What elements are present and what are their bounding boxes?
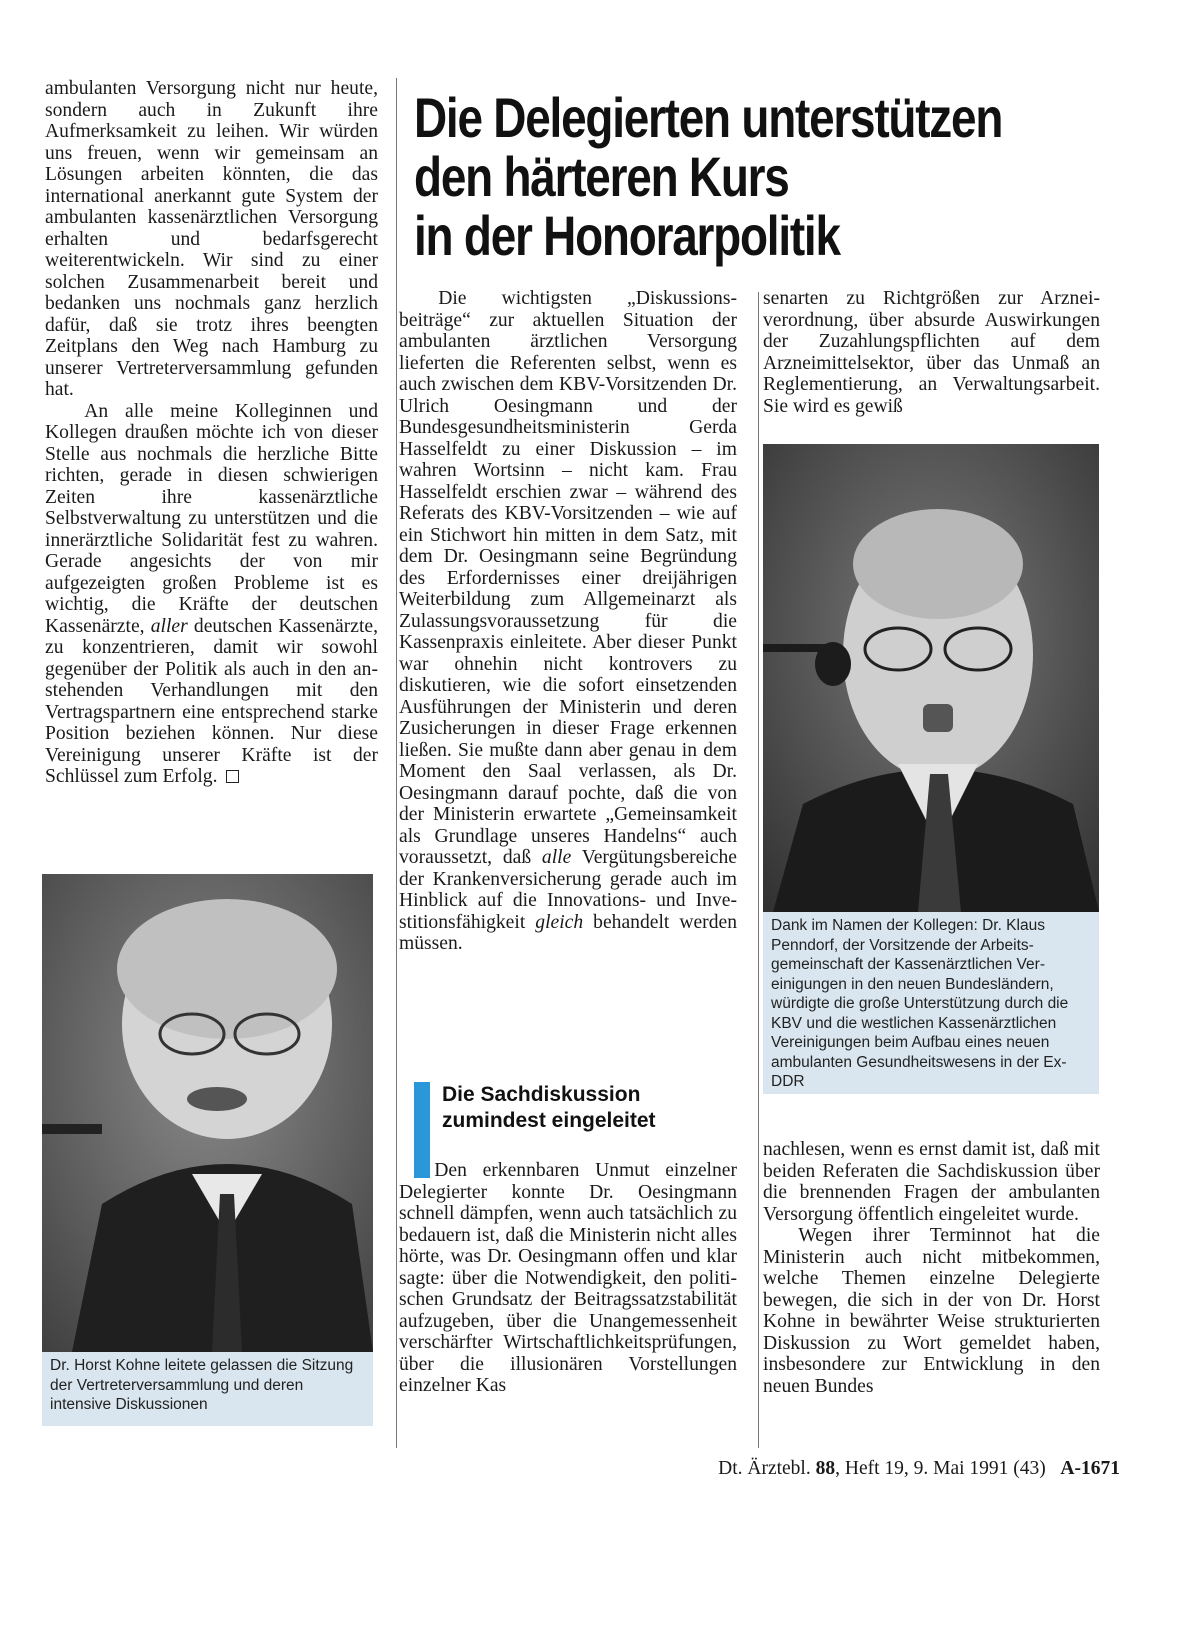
footer-volume: 88 [815,1458,836,1479]
column-3-paragraph-3: Wegen ihrer Terminnot hat die Ministerin auch nicht mitbekommen, welche Themen einzelne Delegierte bewegen, die sich in der von Dr. Horst Kohne in bewährter Weise strukturierten Diskussion zu Wort gemeldet haben, insbesondere zur Entwicklung in den neuen Bundes [763,1225,1100,1397]
column-1-paragraph-2: An alle meine Kolleginnen und Kollegen draußen möchte ich von dieser Stelle aus nochmals die herzliche Bitte richten, gerade in diesen schwierigen Zeiten ihre kassenärztliche Selbstverwaltung zu unterstützen und die innerärztliche Solidarität fest zu wahren. Gerade angesichts der von mir aufgezeigten großen Probleme ist es wichtig, die Kräfte der deutschen Kassenärzte, aller deutschen Kassenärzte, zu konzentrieren, damit wir sowohl gegenüber der Politik als auch in den anstehenden Verhandlungen mit den Vertragspartnern eine entsprechend starke Position beziehen können. Nur diese Vereinigung unserer Kräfte ist der Schlüssel zum Erfolg. [45,400,378,787]
column-1 [45,78,378,788]
page-footer [660,1458,1120,1480]
headline: Die Delegierten unterstützen den härteren Kurs in der Honorarpolitik [414,86,1003,267]
column-divider-1 [396,78,397,1448]
footer-page-number: A-1671 [1060,1458,1120,1479]
column-3 [763,288,1100,417]
footer-journal: Dt. Ärztebl. [718,1458,811,1479]
caption-left: Dr. Horst Kohne leitete gelassen die Sitzung der Vertreterversammlung und deren intensive Diskussionen [42,1352,373,1426]
emphasis-alle: alle [541,847,572,868]
column-1-paragraph-1: ambulanten Versorgung nicht nur heute, sondern auch in Zukunft ihre Aufmerksamkeit zu leihen. Wir würden uns freuen, wenn wir gemeinsam an Lösungen arbeiten könnten, die das international anerkannt gute System der ambulanten kassenärztlichen Versorgung erhalten und bedarfsgerecht weiterentwickeln. Wir sind zu einer solchen Zusammenarbeit bereit und bedanken uns nochmals ganz herzlich dafür, daß sie trotz ihres beengten Zeitplans den Weg nach Hamburg zu unserer Vertreterversammlung gefunden hat. [45,78,378,400]
column-3-lower [763,1139,1100,1397]
photo-horst-kohne [42,874,373,1352]
column-2-paragraph-2: Den erkennbaren Unmut einzelner Delegierter konnte Dr. Oesingmann schnell dämpfen, wenn auch tatsächlich zu bedauern ist, daß die Ministerin nicht alles hörte, was Dr. Oesingmann offen und klar sagte: über die Notwendigkeit, den politischen Grundsatz der Beitragssatzstabilität aufzugeben, über die Unangemessenheit verschärfter Wirtschaftlichkeitsprüfungen, über die illusionären Vorstellungen einzelner Kas [399,1160,737,1396]
caption-right: Dank im Namen der Kollegen: Dr. Klaus Penndorf, der Vorsitzende der Arbeitsgemeinschaft der Kassenärztlichen Vereinigungen in den neuen Bundesländern, würdigte die große Unterstützung durch die KBV und die westlichen Kassenärztlichen Vereinigungen beim Aufbau eines neuen ambulanten Gesundheitswesens in der Ex-DDR [763,912,1099,1094]
subheading-text: Die Sachdiskussion zumindest eingeleitet [442,1083,656,1132]
emphasis-gleich: gleich [535,911,584,933]
emphasis-aller: aller [150,615,188,637]
photo-klaus-penndorf [763,444,1099,912]
column-2-paragraph-1: Die wichtigsten „Diskussionsbeiträge“ zur aktuellen Situation der ambulanten ärztlichen Versorgung lieferten die Referenten selbst, wenn es auch zwischen dem KBV-Vorsitzenden Dr. Ulrich Oesingmann und der Bundesgesundheitsministerin Gerda Hasselfeldt zu einer Diskussion – im wahren Wortsinn – nicht kam. Frau Hasselfeldt erschien zwar – während des Referats des KBV-Vorsitzenden – wie auf ein Stichwort hin mitten in dem Satz, mit dem Dr. Oesingmann seine Begründung des Erfordernisses einer dreijährigen Weiterbildung zum Allgemeinarzt als Zulassungsvoraussetzung für die Kassenpraxis einleitete. Aber dieser Punkt war ohnehin nicht kontrovers zu diskutieren, wie die sofort einsetzenden Ausführungen der Ministerin und deren Zusicherungen in dieser Frage erkennen ließen. Sie mußte dann aber genau in dem Moment den Saal verlassen, als Dr. Oesingmann darauf pochte, daß die von der Ministerin erwartete „Gemeinsamkeit als Grundlage unseres Handelns“ auch voraussetzt, daß alle Vergütungsbereiche der Krankenversicherung gerade auch im Hinblick auf die Innovations- und Investitionsfähigkeit gleich behandelt werden müssen. [399,288,738,954]
portrait-illustration-right [763,444,1099,912]
end-mark-icon [226,770,239,783]
column-divider-2 [758,292,759,1448]
column-2-lower [399,1160,737,1397]
column-3-paragraph-1: senarten zu Richtgrößen zur Arzneiverordnung, über absurde Auswirkungen der Zuzahlungspflichten auf dem Arzneimittelsektor, über das Unmaß an Reglementierung, an Verwaltungsarbeit. Sie wird es gewiß [763,288,1100,417]
portrait-illustration-left [42,874,373,1352]
column-3-paragraph-2: nachlesen, wenn es ernst damit ist, daß mit beiden Referaten die Sachdiskussion über die brennenden Fragen der ambulanten Versorgung öffentlich eingeleitet wurde. [763,1139,1100,1225]
column-2 [399,288,737,955]
footer-issue: , Heft 19, 9. Mai 1991 (43) [835,1458,1046,1479]
